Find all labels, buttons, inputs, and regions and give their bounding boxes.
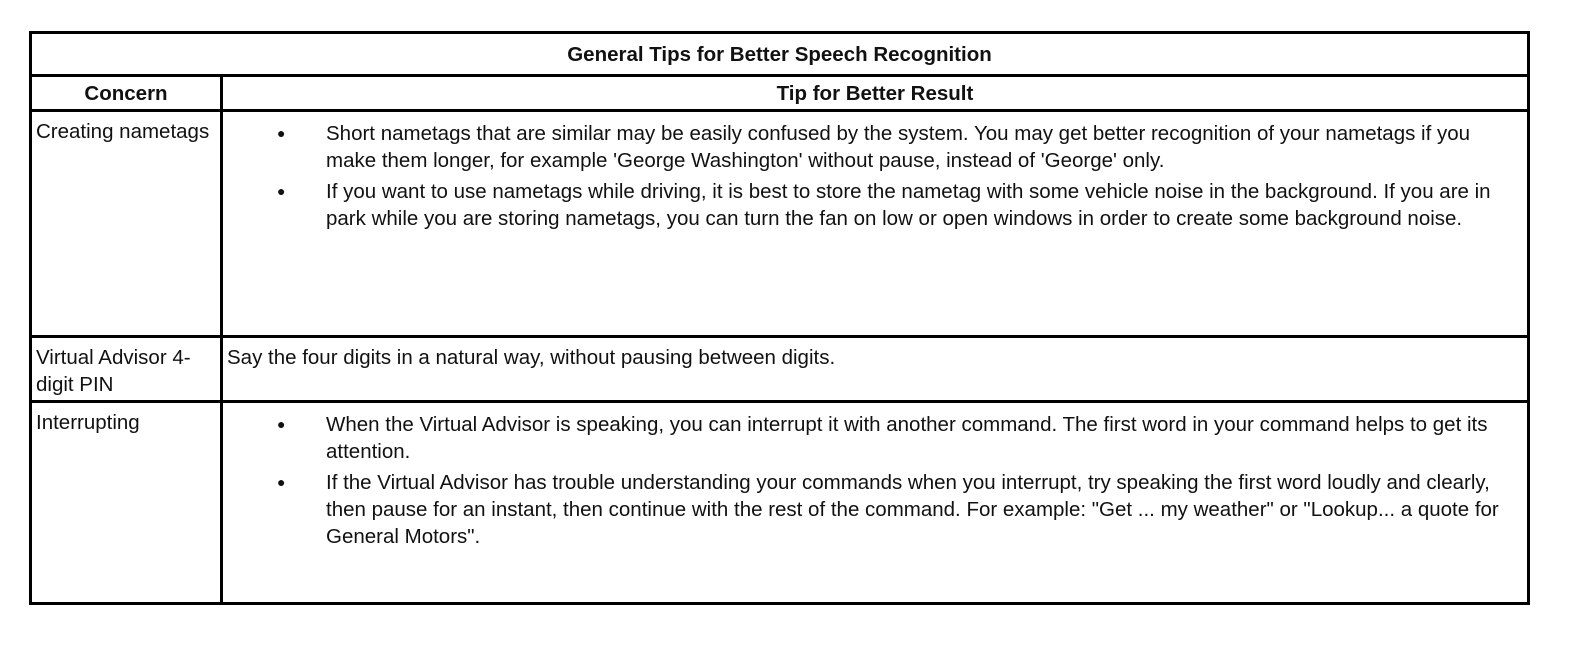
tip-cell [222,402,1529,604]
list-item [223,411,1515,465]
tip-text: If the Virtual Advisor has trouble understanding your commands when you interrupt, try speaking the first word loudly and clearly, then pause for an instant, then continue with the rest of the command. For example: "Get ... my weather" or "Lookup... a quote for General Motors". [326,471,1499,548]
tip-text: If you want to use nametags while driving, it is best to store the nametag with some vehicle noise in the background. If you are in park while you are storing nametags, you can turn the fan on low or open windows in order to create some background noise. [326,180,1491,230]
header-concern: Concern [31,76,222,111]
table-row [31,337,1529,402]
tip-text: When the Virtual Advisor is speaking, you can interrupt it with another command. The first word in your command helps to get its attention. [326,413,1488,463]
concern-cell: Virtual Advisor 4-digit PIN [31,337,222,402]
tip-text: Short nametags that are similar may be easily confused by the system. You may get better recognition of your nametags if you make them longer, for example 'George Washington' without pause, instead of 'George' only. [326,122,1471,172]
table-title-row [31,33,1529,76]
tip-list [223,411,1515,550]
speech-tips-table [29,31,1530,605]
table-header-row [31,76,1529,111]
list-item [223,178,1515,232]
list-item [223,120,1515,174]
concern-cell: Creating nametags [31,111,222,337]
header-tip: Tip for Better Result [222,76,1529,111]
table-row [31,111,1529,337]
bullet-icon: ● [277,416,286,432]
tip-cell [222,111,1529,337]
bullet-icon: ● [277,474,286,490]
table-row [31,402,1529,604]
bullet-icon: ● [277,125,286,141]
list-item [223,469,1515,550]
bullet-icon: ● [277,183,286,199]
tip-cell: Say the four digits in a natural way, without pausing between digits. [222,337,1529,402]
concern-cell: Interrupting [31,402,222,604]
tip-list [223,120,1515,232]
table-title: General Tips for Better Speech Recognition [31,33,1529,76]
